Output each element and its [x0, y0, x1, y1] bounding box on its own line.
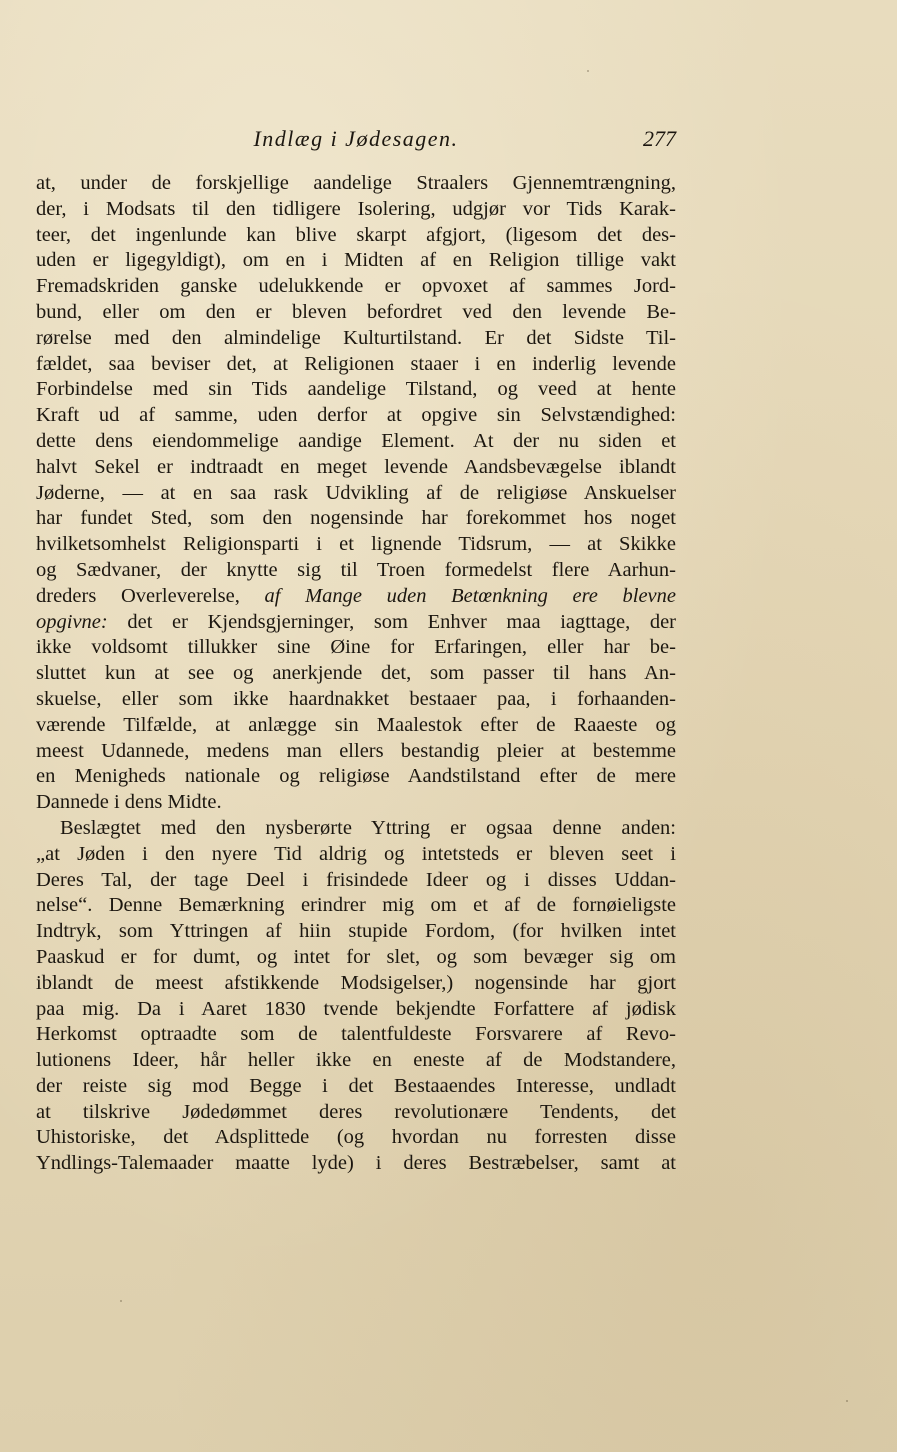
text-line: „at Jøden i den nyere Tid aldrig og intetsteds er bleven seet i [36, 842, 676, 865]
paper-speck [846, 1400, 848, 1402]
text-line: og Sædvaner, der knytte sig til Troen formedelst flere Aarhun- [36, 558, 676, 581]
text-line: Yndlings-Talemaader maatte lyde) i deres Bestræbelser, samt at [36, 1152, 676, 1175]
text-line: en Menigheds nationale og religiøse Aandstilstand efter de mere [36, 765, 676, 788]
text-line: Jøderne, — at en saa rask Udvikling af de religiøse Anskuelser [36, 481, 676, 504]
text-line: der reiste sig mod Begge i det Bestaaendes Interesse, undladt [36, 1074, 676, 1097]
page-number: 277 [643, 126, 676, 151]
text-line: fældet, saa beviser det, at Religionen staaer i en inderlig levende [36, 352, 676, 375]
text-line: at, under de forskjellige aandelige Straalers Gjennemtrængning, [36, 172, 676, 194]
text-line: Deres Tal, der tage Deel i frisindede Ideer og i disses Uddan- [36, 868, 676, 891]
italic-phrase: opgivne: [36, 610, 108, 633]
text-line: dette dens eiendommelige aandige Element. At der nu siden et [36, 429, 676, 452]
paragraph-last-line: Dannede i dens Midte. [36, 791, 222, 814]
running-title: Indlæg i Jødesagen. [253, 126, 459, 151]
text-line: Paaskud er for dumt, og intet for slet, og som bevæger sig om [36, 945, 676, 968]
text-line: sluttet kun at see og anerkjende det, som passer til hans An- [36, 662, 676, 685]
text-line-mixed [36, 584, 676, 610]
text-line: Kraft ud af samme, uden derfor at opgive sin Selvstændighed: [36, 404, 676, 427]
text-line: nelse“. Denne Bemærkning erindrer mig om et af de fornøieligste [36, 894, 676, 917]
text-line: bund, eller om den er bleven befordret ved den levende Be- [36, 300, 676, 323]
paragraph-first-line: Beslægtet med den nysberørte Yttring er ogsaa denne anden: [60, 816, 676, 839]
text-line: hvilketsomhelst Religionsparti i et lignende Tidsrum, — at Skikke [36, 533, 676, 556]
paper-speck [587, 70, 589, 72]
text-line: paa mig. Da i Aaret 1830 tvende bekjendte Forfattere af jødisk [36, 997, 676, 1020]
text-line: Forbindelse med sin Tids aandelige Tilstand, og veed at hente [36, 378, 676, 401]
text-line: meest Udannede, medens man ellers bestandig pleier at bestemme [36, 739, 676, 762]
text-line: at tilskrive Jødedømmet deres revolutionære Tendents, det [36, 1100, 676, 1123]
italic-phrase: af Mange uden Betœnkning ere blevne [264, 584, 676, 607]
text-line: ikke voldsomt tillukker sine Øine for Erfaringen, eller har be- [36, 636, 676, 659]
running-head [36, 122, 676, 156]
text-line: Uhistoriske, det Adsplittede (og hvordan nu forresten disse [36, 1126, 676, 1149]
text-line: teer, det ingenlunde kan blive skarpt afgjort, (ligesom det des- [36, 223, 676, 246]
text-line: Fremadskriden ganske udelukkende er opvoxet af sammes Jord- [36, 275, 676, 298]
text-line-mixed [36, 610, 676, 636]
text-line: værende Tilfælde, at anlægge sin Maalestok efter de Raaeste og [36, 713, 676, 736]
text-line: rørelse med den almindelige Kulturtilstand. Er det Sidste Til- [36, 326, 676, 349]
text-line: skuelse, eller som ikke haardnakket bestaaer paa, i forhaanden- [36, 687, 676, 710]
text-line: har fundet Sted, som den nogensinde har forekommet hos noget [36, 507, 676, 530]
text-line: uden er ligegyldigt), om en i Midten af en Religion tillige vakt [36, 249, 676, 272]
paper-speck [120, 1300, 122, 1302]
text-line: iblandt de meest afstikkende Modsigelser,) nogensinde har gjort [36, 971, 676, 994]
body-text [36, 171, 676, 1177]
text-segment: det er Kjendsgjerninger, som Enhver maa iagttage, der [127, 610, 676, 633]
text-segment: dreders Overleverelse, [36, 584, 240, 607]
text-line: der, i Modsats til den tidligere Isolering, udgjør vor Tids Karak- [36, 197, 676, 220]
text-line: halvt Sekel er indtraadt en meget levende Aandsbevægelse iblandt [36, 455, 676, 478]
text-line: lutionens Ideer, hår heller ikke en eneste af de Modstandere, [36, 1049, 676, 1072]
text-line: Indtryk, som Yttringen af hiin stupide Fordom, (for hvilken intet [36, 920, 676, 943]
text-line: Herkomst optraadte som de talentfuldeste Forsvarere af Revo- [36, 1023, 676, 1046]
